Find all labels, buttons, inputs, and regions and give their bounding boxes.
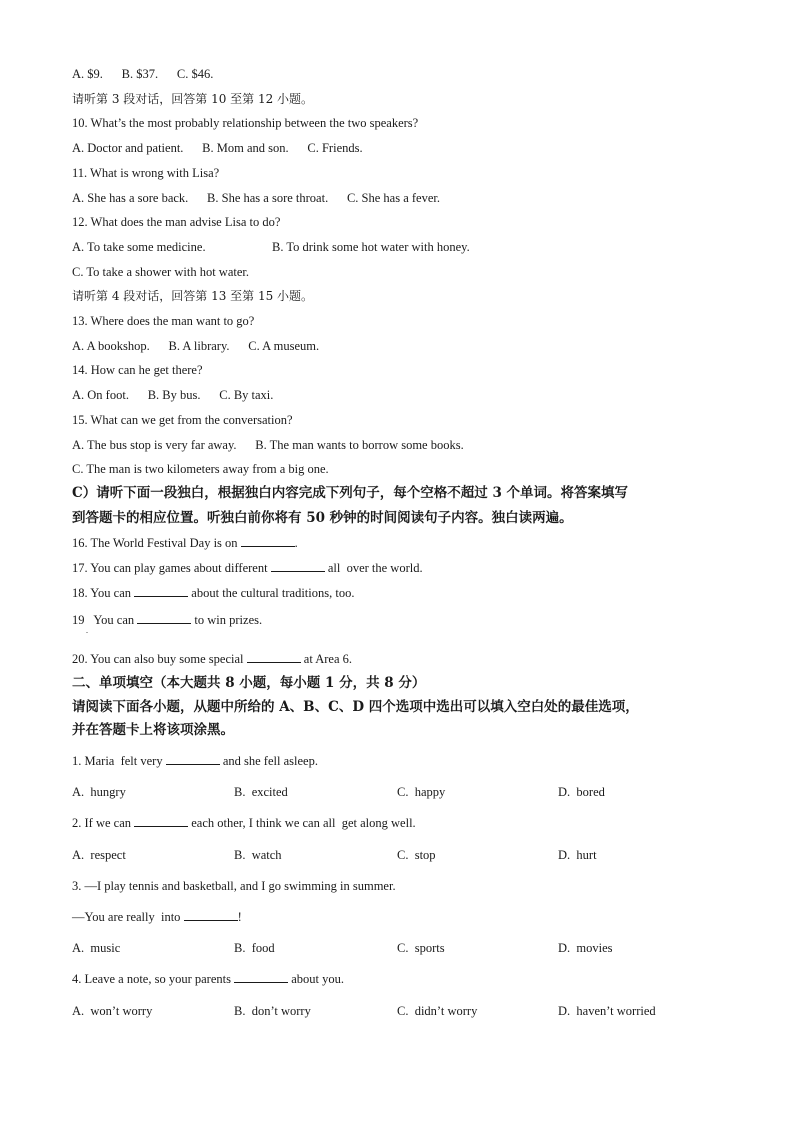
question-12: 12. What does the man advise Lisa to do?	[72, 215, 281, 229]
mc-question-2: 2. If we can each other, I think we can all get along well.	[72, 816, 416, 830]
mc-option[interactable]: B. watch	[234, 848, 282, 862]
question-19: 19 You can to win prizes.	[72, 613, 263, 627]
section-instruction: 请听第 3 段对话，回答第 10 至第 12 小题。	[72, 92, 314, 106]
question-10-options: A. Doctor and patient. B. Mom and son. C. Friends.	[72, 141, 363, 155]
question-14: 14. How can he get there?	[72, 363, 203, 377]
mc-option[interactable]: C. stop	[397, 848, 436, 862]
question-20: 20. You can also buy some special at Area 6.	[72, 652, 353, 666]
mc-question-3-reply: —You are really into !	[72, 910, 242, 924]
mc-option[interactable]: A. won’t worry	[72, 1004, 153, 1018]
section-c-heading-cont: 到答题卡的相应位置。听独白前你将有 50 秒钟的时间阅读句子内容。独白读两遍。	[72, 510, 573, 526]
mc-option[interactable]: C. didn’t worry	[397, 1004, 478, 1018]
mc-question-4: 4. Leave a note, so your parents about you.	[72, 972, 345, 986]
question-12-option-b: B. To drink some hot water with honey.	[272, 240, 470, 254]
mc-option[interactable]: B. excited	[234, 785, 288, 799]
question-11-options: A. She has a sore back. B. She has a sore throat. C. She has a fever.	[72, 191, 440, 205]
section-2-heading: 二、单项填空（本大题共 8 小题，每小题 1 分，共 8 分）	[72, 675, 426, 691]
mc-option[interactable]: C. happy	[397, 785, 446, 799]
question-16: 16. The World Festival Day is on .	[72, 536, 298, 550]
mc-question-3: 3. —I play tennis and basketball, and I go swimming in summer.	[72, 879, 396, 893]
section-instruction: 请听第 4 段对话，回答第 13 至第 15 小题。	[72, 289, 314, 303]
question-18: 18. You can about the cultural traditions, too.	[72, 586, 355, 600]
section-c-heading: C）请听下面一段独白，根据独白内容完成下列句子，每个空格不超过 3 个单词。将答案填写	[72, 485, 629, 501]
mc-option[interactable]: A. hungry	[72, 785, 126, 799]
answer-blank[interactable]	[137, 612, 191, 624]
mc-option[interactable]: B. don’t worry	[234, 1004, 311, 1018]
section-2-instruction-cont: 并在答题卡上将该项涂黑。	[72, 722, 234, 738]
answer-blank[interactable]	[134, 815, 188, 827]
answer-blank[interactable]	[247, 651, 301, 663]
answer-blank[interactable]	[134, 585, 188, 597]
prev-question-options: A. $9. B. $37. C. $46.	[72, 67, 214, 81]
question-12-option-a: A. To take some medicine.	[72, 240, 206, 254]
question-17: 17. You can play games about different all over the world.	[72, 561, 423, 575]
question-14-options: A. On foot. B. By bus. C. By taxi.	[72, 388, 274, 402]
answer-blank[interactable]	[166, 753, 220, 765]
question-15-options-ab: A. The bus stop is very far away. B. The man wants to borrow some books.	[72, 438, 464, 452]
mc-option[interactable]: A. respect	[72, 848, 126, 862]
mc-option[interactable]: D. movies	[558, 941, 613, 955]
answer-blank[interactable]	[271, 560, 325, 572]
question-15-option-c: C. The man is two kilometers away from a big one.	[72, 462, 329, 476]
question-12-option-c: C. To take a shower with hot water.	[72, 265, 249, 279]
mc-option[interactable]: D. haven’t worried	[558, 1004, 656, 1018]
mc-option[interactable]: C. sports	[397, 941, 445, 955]
question-10: 10. What’s the most probably relationship between the two speakers?	[72, 116, 419, 130]
answer-blank[interactable]	[241, 535, 295, 547]
question-13: 13. Where does the man want to go?	[72, 314, 255, 328]
mc-option[interactable]: D. bored	[558, 785, 605, 799]
question-11: 11. What is wrong with Lisa?	[72, 166, 220, 180]
mc-option[interactable]: A. music	[72, 941, 121, 955]
question-13-options: A. A bookshop. B. A library. C. A museum.	[72, 339, 320, 353]
stray-mark: .	[86, 626, 88, 635]
mc-option[interactable]: B. food	[234, 941, 275, 955]
section-2-instruction: 请阅读下面各小题，从题中所给的 A、B、C、D 四个选项中选出可以填入空白处的最佳选项，	[72, 699, 639, 715]
answer-blank[interactable]	[234, 971, 288, 983]
question-15: 15. What can we get from the conversation?	[72, 413, 293, 427]
mc-option[interactable]: D. hurt	[558, 848, 597, 862]
mc-question-1: 1. Maria felt very and she fell asleep.	[72, 754, 318, 768]
answer-blank[interactable]	[184, 909, 238, 921]
